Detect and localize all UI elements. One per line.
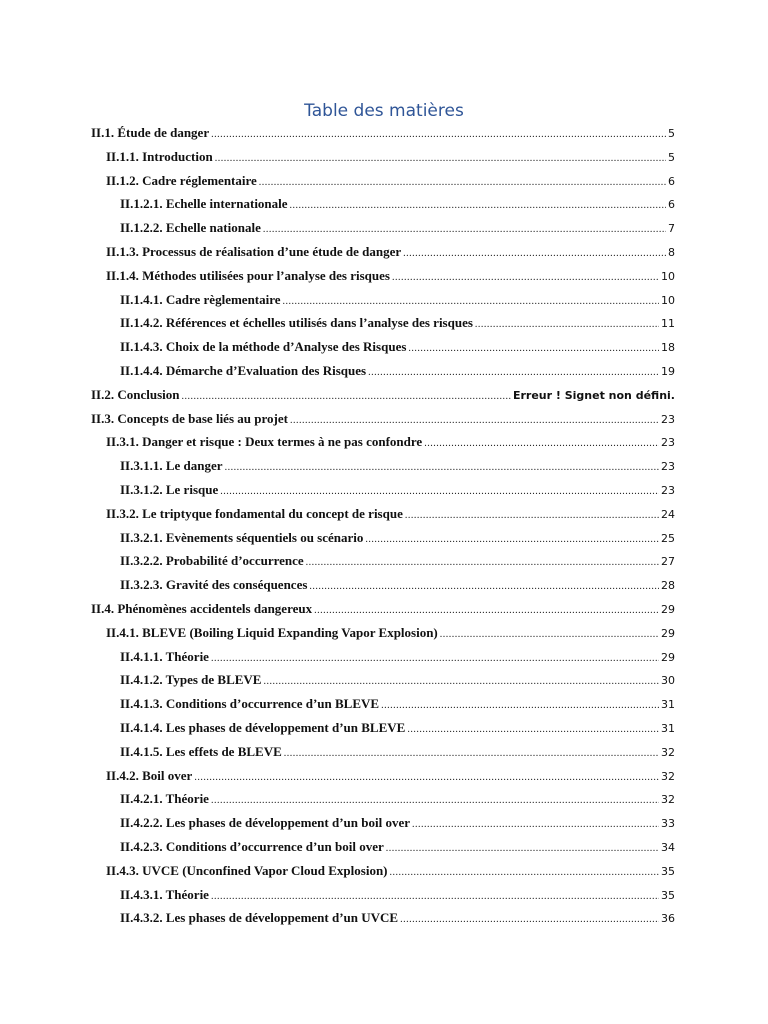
toc-entry-page: Erreur ! Signet non défini. <box>512 388 675 402</box>
toc-dot-leader <box>306 557 659 568</box>
toc-entry-page: 8 <box>668 246 675 259</box>
toc-entry[interactable] <box>91 125 675 145</box>
toc-entry[interactable] <box>120 649 675 669</box>
toc-dot-leader <box>405 510 659 521</box>
toc-entry-title: II.4.1.4. Les phases de développement d’un BLEVE <box>120 720 406 735</box>
toc-entry-title: II.1.4.3. Choix de la méthode d’Analyse des Risques <box>120 339 407 355</box>
toc-entry[interactable] <box>120 815 675 835</box>
toc-entry-title: II.4.1.1. Théorie <box>120 648 209 664</box>
toc-entry[interactable] <box>106 625 675 645</box>
toc-entry-page: 35 <box>661 864 675 878</box>
toc-entry[interactable] <box>91 411 675 431</box>
toc-entry-page: 11 <box>661 317 675 331</box>
toc-entry-page: 6 <box>668 198 675 212</box>
toc-dot-leader <box>259 177 666 188</box>
toc-entry-title: II.3.2. Le triptyque fondamental du concept de risque <box>106 505 403 521</box>
toc-entry-title: II.3.1.1. Le danger <box>120 458 223 474</box>
toc-entry[interactable] <box>106 149 675 169</box>
toc-entry[interactable] <box>120 577 675 597</box>
toc-dot-leader <box>309 581 659 592</box>
toc-dot-leader <box>386 843 659 854</box>
toc-entry[interactable] <box>106 268 675 288</box>
toc-entry-title: II.2. Conclusion <box>91 386 180 402</box>
toc-entry[interactable] <box>106 244 675 264</box>
toc-entry-title: II.3.2.1. Evènements séquentiels ou scénario <box>120 529 364 545</box>
toc-entry[interactable] <box>106 173 675 193</box>
toc-dot-leader <box>290 415 659 426</box>
toc-entry-title: II.3.2.3. Gravité des conséquences <box>120 577 308 593</box>
toc-entry-page: 25 <box>661 531 675 545</box>
toc-entry[interactable] <box>120 339 675 359</box>
toc-dot-leader <box>290 200 666 211</box>
toc-entry[interactable] <box>120 553 675 573</box>
toc-entry[interactable] <box>91 601 675 621</box>
toc-entry[interactable] <box>120 315 675 335</box>
toc-entry-title: II.1.4. Méthodes utilisées pour l’analyse des risques <box>106 267 390 283</box>
toc-dot-leader <box>424 438 659 449</box>
toc-entry-page: 5 <box>668 127 675 140</box>
toc-entry[interactable] <box>120 292 675 312</box>
toc-entry[interactable] <box>120 458 675 478</box>
toc-entry-title: II.4.1.3. Conditions d’occurrence d’un BLEVE <box>120 696 380 712</box>
toc-dot-leader <box>182 391 511 402</box>
toc-entry-title: II.1.2. Cadre réglementaire <box>106 172 257 188</box>
toc-entry-page: 23 <box>661 412 675 426</box>
toc-dot-leader <box>211 795 659 806</box>
toc-entry-page: 34 <box>661 841 675 854</box>
toc-entry-page: 36 <box>661 912 675 926</box>
page-title: Table des matières <box>304 101 464 121</box>
toc-entry-page: 6 <box>668 174 675 188</box>
toc-entry-title: II.1.2.2. Echelle nationale <box>120 220 261 236</box>
toc-entry-page: 28 <box>661 579 675 593</box>
toc-entry-title: II.4.2.3. Conditions d’occurrence d’un boil over <box>120 839 384 854</box>
toc-entry-title: II.3. Concepts de base liés au projet <box>91 410 288 426</box>
toc-entry[interactable] <box>106 506 675 526</box>
toc-dot-leader <box>215 153 666 164</box>
toc-entry-page: 29 <box>661 650 675 664</box>
toc-entry-title: II.1.4.4. Démarche d’Evaluation des Risques <box>120 363 367 378</box>
toc-dot-leader <box>412 819 659 830</box>
toc-dot-leader <box>368 367 659 378</box>
toc-dot-leader <box>403 248 666 259</box>
toc-entry-page: 23 <box>661 484 675 497</box>
toc-entry-page: 33 <box>661 817 675 831</box>
toc-entry-title: II.4.2.2. Les phases de développement d’un boil over <box>120 815 410 831</box>
toc-entry-title: II.3.2.2. Probabilité d’occurrence <box>120 553 304 569</box>
toc-entry[interactable] <box>91 387 675 407</box>
toc-entry[interactable] <box>106 434 675 454</box>
toc-dot-leader <box>400 914 659 925</box>
toc-dot-leader <box>381 700 659 711</box>
toc-entry-page: 29 <box>661 626 675 640</box>
toc-entry-page: 31 <box>661 698 675 712</box>
toc-dot-leader <box>390 867 660 878</box>
toc-dot-leader <box>211 129 666 140</box>
toc-entry[interactable] <box>106 863 675 883</box>
toc-entry-title: II.1.1. Introduction <box>106 148 213 164</box>
toc-dot-leader <box>475 319 659 330</box>
toc-entry-page: 32 <box>661 769 675 783</box>
toc-entry-title: II.4.1. BLEVE (Boiling Liquid Expanding Vapor Explosion) <box>106 624 438 640</box>
toc-entry[interactable] <box>120 696 675 716</box>
toc-entry-page: 32 <box>661 793 675 807</box>
toc-entry-title: II.4.2.1. Théorie <box>120 791 209 807</box>
toc-entry-page: 23 <box>661 436 675 450</box>
toc-entry-title: II.4.2. Boil over <box>106 767 193 783</box>
toc-entry-page: 5 <box>668 150 675 164</box>
toc-entry-page: 35 <box>661 888 675 902</box>
toc-entry[interactable] <box>120 744 675 764</box>
toc-entry-title: II.3.1.2. Le risque <box>120 482 219 497</box>
toc-entry-page: 18 <box>661 341 675 355</box>
toc-entry[interactable] <box>106 768 675 788</box>
toc-entry-title: II.1.2.1. Echelle internationale <box>120 196 288 212</box>
toc-entry[interactable] <box>120 196 675 216</box>
toc-dot-leader <box>440 629 659 640</box>
toc-entry-title: II.4.3. UVCE (Unconfined Vapor Cloud Explosion) <box>106 862 388 878</box>
toc-entry-page: 7 <box>668 222 675 236</box>
toc-entry-title: II.4.3.2. Les phases de développement d’un UVCE <box>120 910 399 926</box>
toc-entry[interactable] <box>120 672 675 692</box>
toc-dot-leader <box>225 462 659 473</box>
toc-entry-title: II.1.3. Processus de réalisation d’une étude de danger <box>106 244 402 259</box>
toc-dot-leader <box>392 272 659 283</box>
toc-dot-leader <box>365 534 659 545</box>
toc-entry-title: II.4. Phénomènes accidentels dangereux <box>91 601 313 616</box>
toc-entry-title: II.1.4.1. Cadre règlementaire <box>120 291 281 307</box>
toc-dot-leader <box>194 772 659 783</box>
toc-entry-page: 24 <box>661 507 675 521</box>
toc-entry[interactable] <box>120 363 675 383</box>
toc-dot-leader <box>284 748 659 759</box>
toc-entry-page: 31 <box>661 722 675 735</box>
toc-entry-page: 32 <box>661 745 675 759</box>
toc-entry-title: II.4.1.5. Les effets de BLEVE <box>120 743 282 759</box>
toc-entry[interactable] <box>120 910 675 930</box>
toc-entry-page: 30 <box>661 674 675 688</box>
toc-entry[interactable] <box>120 220 675 240</box>
toc-entry-title: II.1. Étude de danger <box>91 125 210 140</box>
toc-entry-title: II.3.1. Danger et risque : Deux termes à ne pas confondre <box>106 434 423 450</box>
toc-entry-page: 27 <box>661 555 675 569</box>
toc-entry-page: 10 <box>661 293 675 307</box>
toc-entry-page: 19 <box>661 365 675 378</box>
toc-dot-leader <box>211 891 659 902</box>
toc-entry[interactable] <box>120 791 675 811</box>
toc-entry[interactable] <box>120 887 675 907</box>
toc-dot-leader <box>263 224 666 235</box>
toc-dot-leader <box>211 653 659 664</box>
toc-entry[interactable] <box>120 839 675 859</box>
toc-dot-leader <box>314 605 659 616</box>
toc-dot-leader <box>220 486 659 497</box>
toc-dot-leader <box>283 296 659 307</box>
toc-dot-leader <box>263 676 659 687</box>
toc-entry-page: 10 <box>661 269 675 283</box>
toc-dot-leader <box>408 343 659 354</box>
toc-entry-page: 29 <box>661 603 675 616</box>
toc-entry-title: II.1.4.2. Références et échelles utilisés dans l’analyse des risques <box>120 315 473 331</box>
toc-entry-title: II.4.3.1. Théorie <box>120 886 209 902</box>
toc-dot-leader <box>407 724 659 735</box>
toc-entry-page: 23 <box>661 460 675 474</box>
toc-entry[interactable] <box>120 530 675 550</box>
toc-entry-title: II.4.1.2. Types de BLEVE <box>120 672 262 688</box>
toc-entry[interactable] <box>120 482 675 502</box>
toc-entry[interactable] <box>120 720 675 740</box>
